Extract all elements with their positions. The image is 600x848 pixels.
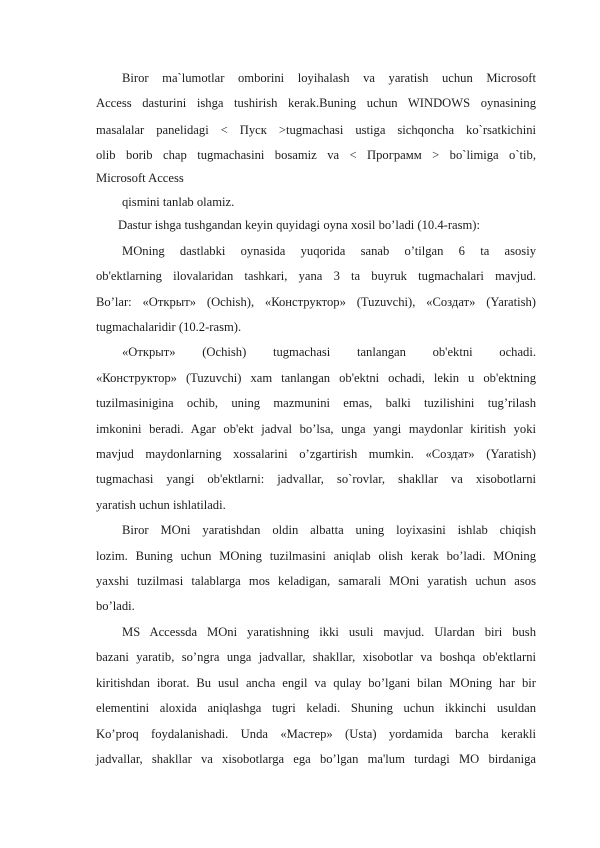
text-line: qismini tanlab olamiz. <box>122 195 235 209</box>
text-line: Access dasturini ishga tushirish kerak.Buning uchun WINDOWS oynasining <box>96 96 536 110</box>
text-line: bazani yaratib, so’ngra unga jadvallar, shakllar, xisobotlar va boshqa ob'ektlarni <box>96 650 536 664</box>
text-line: kiritishdan iborat. Bu usul ancha engil va qulay bo’lgani bilan MOning har bir <box>96 676 536 690</box>
text-line: tuzilmasinigina ochib, uning mazmunini emas, balki tuzilishini tug’rilash <box>96 396 536 410</box>
text-line: elementini aloxida aniqlashga tugri keladi. Shuning uchun ikkinchi usuldan <box>96 701 536 715</box>
text-line: «Конструктор» (Tuzuvchi) xam tanlangan ob'ektni ochadi, lekin u ob'ektning <box>96 371 536 385</box>
text-line: ob'ektlarning ilovalaridan tashkari, yana 3 ta buyruk tugmachalari mavjud. <box>96 269 536 283</box>
text-line: Biror MOni yaratishdan oldin albatta uning loyixasini ishlab chiqish <box>122 523 536 537</box>
text-line: Biror ma`lumotlar omborini loyihalash va yaratish uchun Microsoft <box>122 71 536 85</box>
text-line: yaratish uchun ishlatiladi. <box>96 498 226 512</box>
text-line: mavjud maydonlarning xossalarini o’zgartirish mumkin. «Создат» (Yaratish) <box>96 447 536 461</box>
text-line: tugmachalaridir (10.2-rasm). <box>96 320 242 334</box>
text-line: tugmachasi yangi ob'ektlarni: jadvallar, so`rovlar, shakllar va xisobotlarni <box>96 472 536 486</box>
text-line: Bo’lar: «Открыт» (Ochish), «Конструктор» (Tuzuvchi), «Создат» (Yaratish) <box>96 295 536 309</box>
text-line: MOning dastlabki oynasida yuqorida sanab o’tilgan 6 ta asosiy <box>122 244 536 258</box>
text-line: lozim. Buning uchun MOning tuzilmasini aniqlab olish kerak bo’ladi. MOning <box>96 549 536 563</box>
text-line: olib borib chap tugmachasini bosamiz va < Программ > bo`limiga o`tib, <box>96 148 536 162</box>
text-line: «Открыт» (Ochish) tugmachasi tanlangan ob'ektni ochadi. <box>122 345 536 359</box>
text-line: masalalar panelidagi < Пуск >tugmachasi ustiga sichqoncha ko`rsatkichini <box>96 123 536 137</box>
text-line: imkonini beradi. Agar ob'ekt jadval bo’lsa, unga yangi maydonlar kiritish yoki <box>96 422 536 436</box>
text-line: bo’ladi. <box>96 599 135 613</box>
text-line: yaxshi tuzilmasi talablarga mos keladigan, samarali MOni yaratish uchun asos <box>96 574 536 588</box>
text-line: Ko’proq foydalanishadi. Unda «Мастер» (Usta) yordamida barcha kerakli <box>96 727 536 741</box>
text-line: Dastur ishga tushgandan keyin quyidagi oyna xosil bo’ladi (10.4-rasm): <box>118 218 481 232</box>
text-line: jadvallar, shakllar va xisobotlarga ega bo’lgan ma'lum turdagi MO birdaniga <box>96 752 536 766</box>
text-line: MS Accessda MOni yaratishning ikki usuli mavjud. Ulardan biri bush <box>122 625 536 639</box>
text-line: Microsoft Access <box>96 171 184 185</box>
